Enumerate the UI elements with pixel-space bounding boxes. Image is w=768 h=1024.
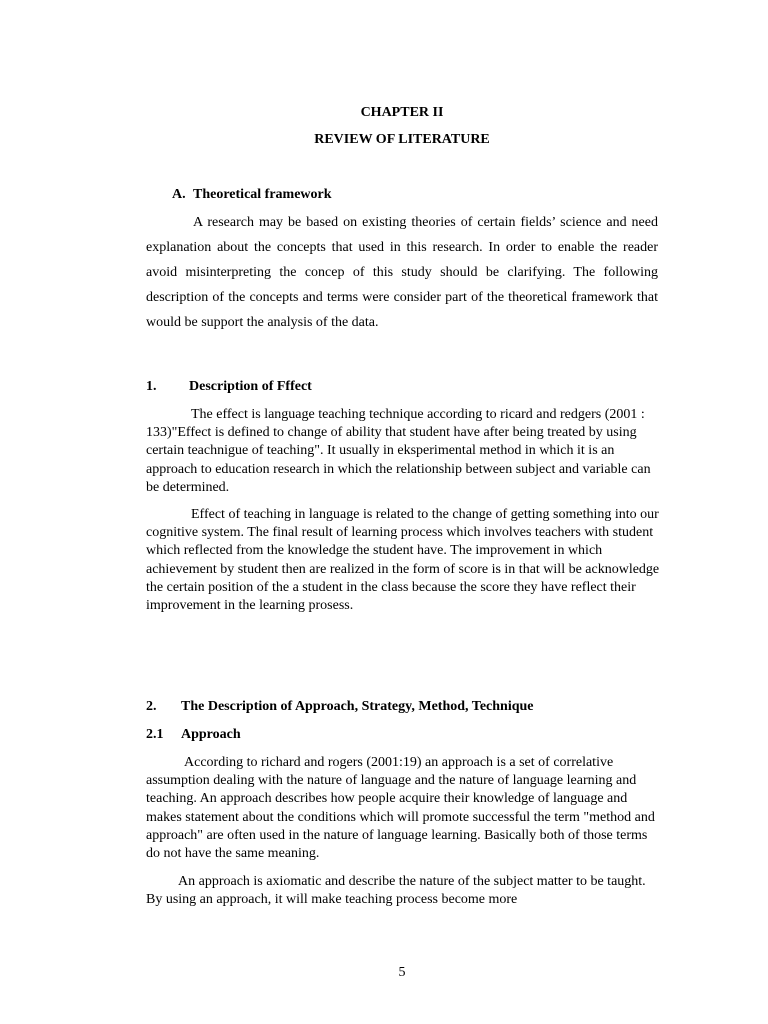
section-a-paragraph: A research may be based on existing theories of certain fields’ science and need explanation about the concepts that used in this research. In order to enable the reader avoid misinterpreting the concep of this study should be clarifying. The following description of the concepts and terms were consider part of the theoretical framework that would be support the analysis of the data. [146,215,658,330]
section-2-number: 2. [146,699,157,714]
section-1-paragraph-2: Effect of teaching in language is related to the change of getting something into our cognitive system. The final result of learning process which involves teachers with student which reflected from the knowledge the student have. The improvement in which achievement by student then are realized in the form of score is in that will be acknowledge the certain position of the a student in the class because the score they have reflect their improvement in the learning prosess. [146,507,660,614]
chapter-number: CHAPTER II [360,105,444,120]
section-a-title: Theoretical framework [193,187,332,202]
section-a-label: A. [172,187,186,202]
section-2-1-heading [146,726,241,744]
section-1-heading [146,378,312,396]
page-number: 5 [398,965,406,980]
section-2-1-number: 2.1 [146,727,164,742]
chapter-title: REVIEW OF LITERATURE [314,132,490,147]
section-1-number: 1. [146,379,157,394]
section-2-1-title: Approach [181,727,241,742]
section-1-paragraph-1: The effect is language teaching technique according to ricard and redgers (2001 : 133)"Effect is defined to change of ability that student have after being treated by using certain teachnigue of teaching". It usually in eksperimental method in which it is an approach to education research in which the relationship between subject and variable can be determined. [146,407,651,495]
section-2-1-paragraph-2: An approach is axiomatic and describe the nature of the subject matter to be taught. By using an approach, it will make teaching process become more [146,874,646,908]
section-2-heading [146,698,534,716]
section-1-title: Description of Fffect [189,379,312,394]
section-2-1-paragraph-1: According to richard and rogers (2001:19) an approach is a set of correlative assumption dealing with the nature of language and the nature of language learning and teaching. An approach describes how people acquire their knowledge of language and makes statement about the conditions which will promote successful the term "method and approach" are often used in the nature of language learning. Basically both of those terms do not have the same meaning. [146,755,655,862]
section-a-heading [172,186,332,204]
section-2-title: The Description of Approach, Strategy, Method, Technique [181,699,534,714]
